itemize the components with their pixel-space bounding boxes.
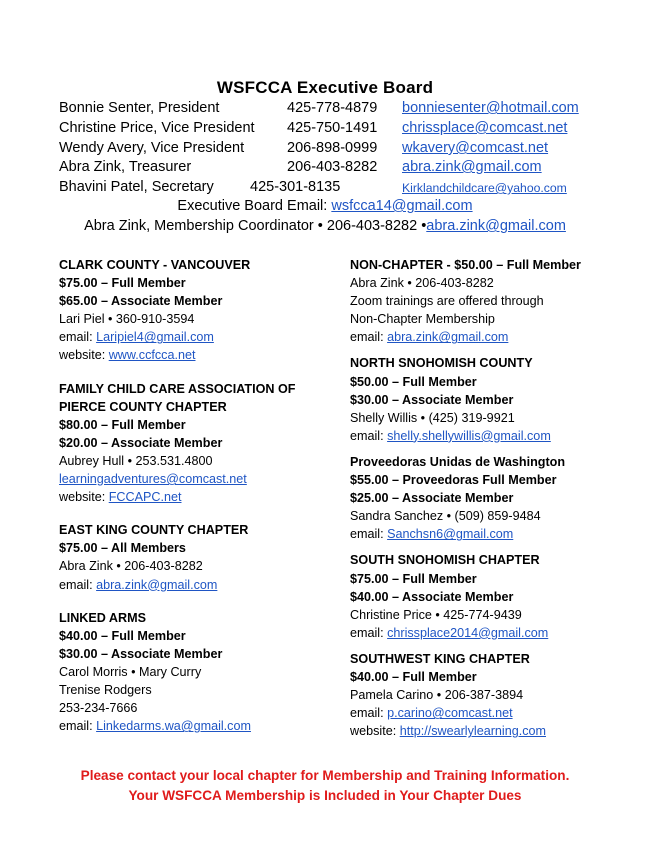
contact: Christine Price • 425-774-9439 [350,607,522,622]
full-member-price: $55.00 – Proveedoras Full Member [350,473,557,488]
associate-member-price: $65.00 – Associate Member [59,294,223,309]
board-member-row [59,140,619,160]
footer-line-1: Please contact your local chapter for Membership and Training Information. [80,768,570,783]
member-name: Abra Zink, Treasurer [59,159,192,175]
associate-member-price: $30.00 – Associate Member [59,646,223,661]
full-member-price: $40.00 – Full Member [59,628,186,643]
email-line [350,427,640,445]
contact-2: Trenise Rodgers [59,682,152,697]
north-snohomish-section [350,354,640,444]
section-title: SOUTH SNOHOMISH CHAPTER [350,553,540,568]
section-title: SOUTHWEST KING CHAPTER [350,651,530,666]
non-chapter-section [350,256,640,346]
email-line [59,576,334,594]
website-line [350,722,640,740]
email-label: email: [59,719,93,734]
section-title: FAMILY CHILD CARE ASSOCIATION OF [59,381,296,396]
board-member-row [59,159,619,179]
email-line [350,328,640,346]
email-line [59,717,334,735]
website-label: website: [59,348,106,363]
exec-email-line [0,198,650,214]
member-email-link[interactable]: chrissplace@comcast.net [402,120,568,136]
contact: Sandra Sanchez • (509) 859-9484 [350,509,541,524]
member-email-link[interactable]: Kirklandchildcare@yahoo.com [402,181,567,195]
member-phone: 425-301-8135 [250,179,341,195]
website-line [59,488,334,506]
website-link[interactable]: http://swearlylearning.com [399,724,546,739]
section-title: EAST KING COUNTY CHAPTER [59,523,249,538]
member-name: Wendy Avery, Vice President [59,140,245,156]
section-title-line2: PIERCE COUNTY CHAPTER [59,399,227,414]
member-email-link[interactable]: wkavery@comcast.net [402,140,549,156]
email-line [350,624,640,642]
member-phone: 206-403-8282 [287,159,378,175]
website-line [59,346,334,364]
email-link[interactable]: Sanchsn6@gmail.com [387,527,514,542]
associate-member-price: $20.00 – Associate Member [59,435,223,450]
email-label: email: [350,527,384,542]
footer-notice [0,766,650,805]
email-label: email: [350,330,384,345]
left-column [59,256,334,750]
membership-coordinator-line [0,218,650,234]
section-title: CLARK COUNTY - VANCOUVER [59,258,251,272]
email-link[interactable]: Linkedarms.wa@gmail.com [96,719,251,734]
website-label: website: [59,490,106,505]
east-king-section [59,521,334,593]
member-phone: 425-750-1491 [287,120,378,136]
email-link[interactable]: chrissplace2014@gmail.com [387,625,549,640]
email-label: email: [350,625,384,640]
contact: Aubrey Hull • 253.531.4800 [59,453,213,468]
associate-member-price: $30.00 – Associate Member [350,392,514,407]
email-link[interactable]: abra.zink@gmail.com [96,577,218,592]
phone: 253-234-7666 [59,701,138,716]
member-phone: 206-898-0999 [287,140,378,156]
membership-coordinator: Abra Zink, Membership Coordinator • 206-403-8282 • [84,218,427,234]
section-title: Proveedoras Unidas de Washington [350,454,566,469]
south-snohomish-section [350,551,640,641]
all-members-price: $75.00 – All Members [59,541,186,556]
email-line [59,470,334,488]
contact: Shelly Willis • (425) 319-9921 [350,410,515,425]
full-member-price: $40.00 – Full Member [350,669,477,684]
email-link[interactable]: Laripiel4@gmail.com [96,330,214,345]
contact: Pamela Carino • 206-387-3894 [350,688,524,703]
linked-arms-section [59,609,334,736]
email-label: email: [350,706,384,721]
contact: Carol Morris • Mary Curry [59,664,202,679]
email-link[interactable]: shelly.shellywillis@gmail.com [387,428,551,443]
exec-email-link[interactable]: wsfcca14@gmail.com [331,198,473,214]
member-name: Bhavini Patel, Secretary [59,179,214,195]
exec-email-label: Executive Board Email: [177,198,328,214]
email-line [350,704,640,722]
member-email-link[interactable]: abra.zink@gmail.com [402,159,542,175]
page-title: WSFCCA Executive Board [216,78,434,97]
full-member-price: $50.00 – Full Member [350,374,477,389]
website-link[interactable]: FCCAPC.net [108,490,182,505]
member-name: Bonnie Senter, President [59,100,220,116]
contact: Abra Zink • 206-403-8282 [350,276,494,291]
email-label: email: [350,428,384,443]
associate-member-price: $25.00 – Associate Member [350,491,514,506]
email-label: email: [59,330,93,345]
member-email-link[interactable]: bonniesenter@hotmail.com [402,100,579,116]
full-member-price: $75.00 – Full Member [59,276,186,291]
full-member-price: $80.00 – Full Member [59,417,186,432]
membership-coordinator-email-link[interactable]: abra.zink@gmail.com [426,218,566,234]
section-title: NORTH SNOHOMISH COUNTY [350,356,533,371]
contact: Lari Piel • 360-910-3594 [59,312,195,327]
board-member-row [59,100,619,120]
pierce-county-section [59,380,334,507]
associate-member-price: $40.00 – Associate Member [350,589,514,604]
southwest-king-section [350,650,640,740]
right-column [350,256,640,748]
full-member-price: $75.00 – Full Member [350,571,477,586]
email-link[interactable]: abra.zink@gmail.com [387,330,509,345]
email-link[interactable]: p.carino@comcast.net [387,706,513,721]
footer-line-2: Your WSFCCA Membership is Included in Your Chapter Dues [128,787,522,803]
contact: Abra Zink • 206-403-8282 [59,559,203,574]
email-line [59,328,334,346]
note-2: Non-Chapter Membership [350,312,495,327]
section-title: LINKED ARMS [59,610,146,625]
board-member-row [59,179,619,199]
member-phone: 425-778-4879 [287,100,378,116]
email-link[interactable]: learningadventures@comcast.net [59,472,247,487]
email-label: email: [59,577,93,592]
note: Zoom trainings are offered through [350,294,544,309]
proveedoras-section [350,453,640,543]
board-member-row [59,120,619,140]
member-name: Christine Price, Vice President [59,120,255,136]
clark-county-section [59,256,334,365]
website-link[interactable]: www.ccfcca.net [108,348,196,363]
email-line [350,525,640,543]
section-title: NON-CHAPTER - $50.00 – Full Member [350,258,581,272]
website-label: website: [350,724,397,739]
